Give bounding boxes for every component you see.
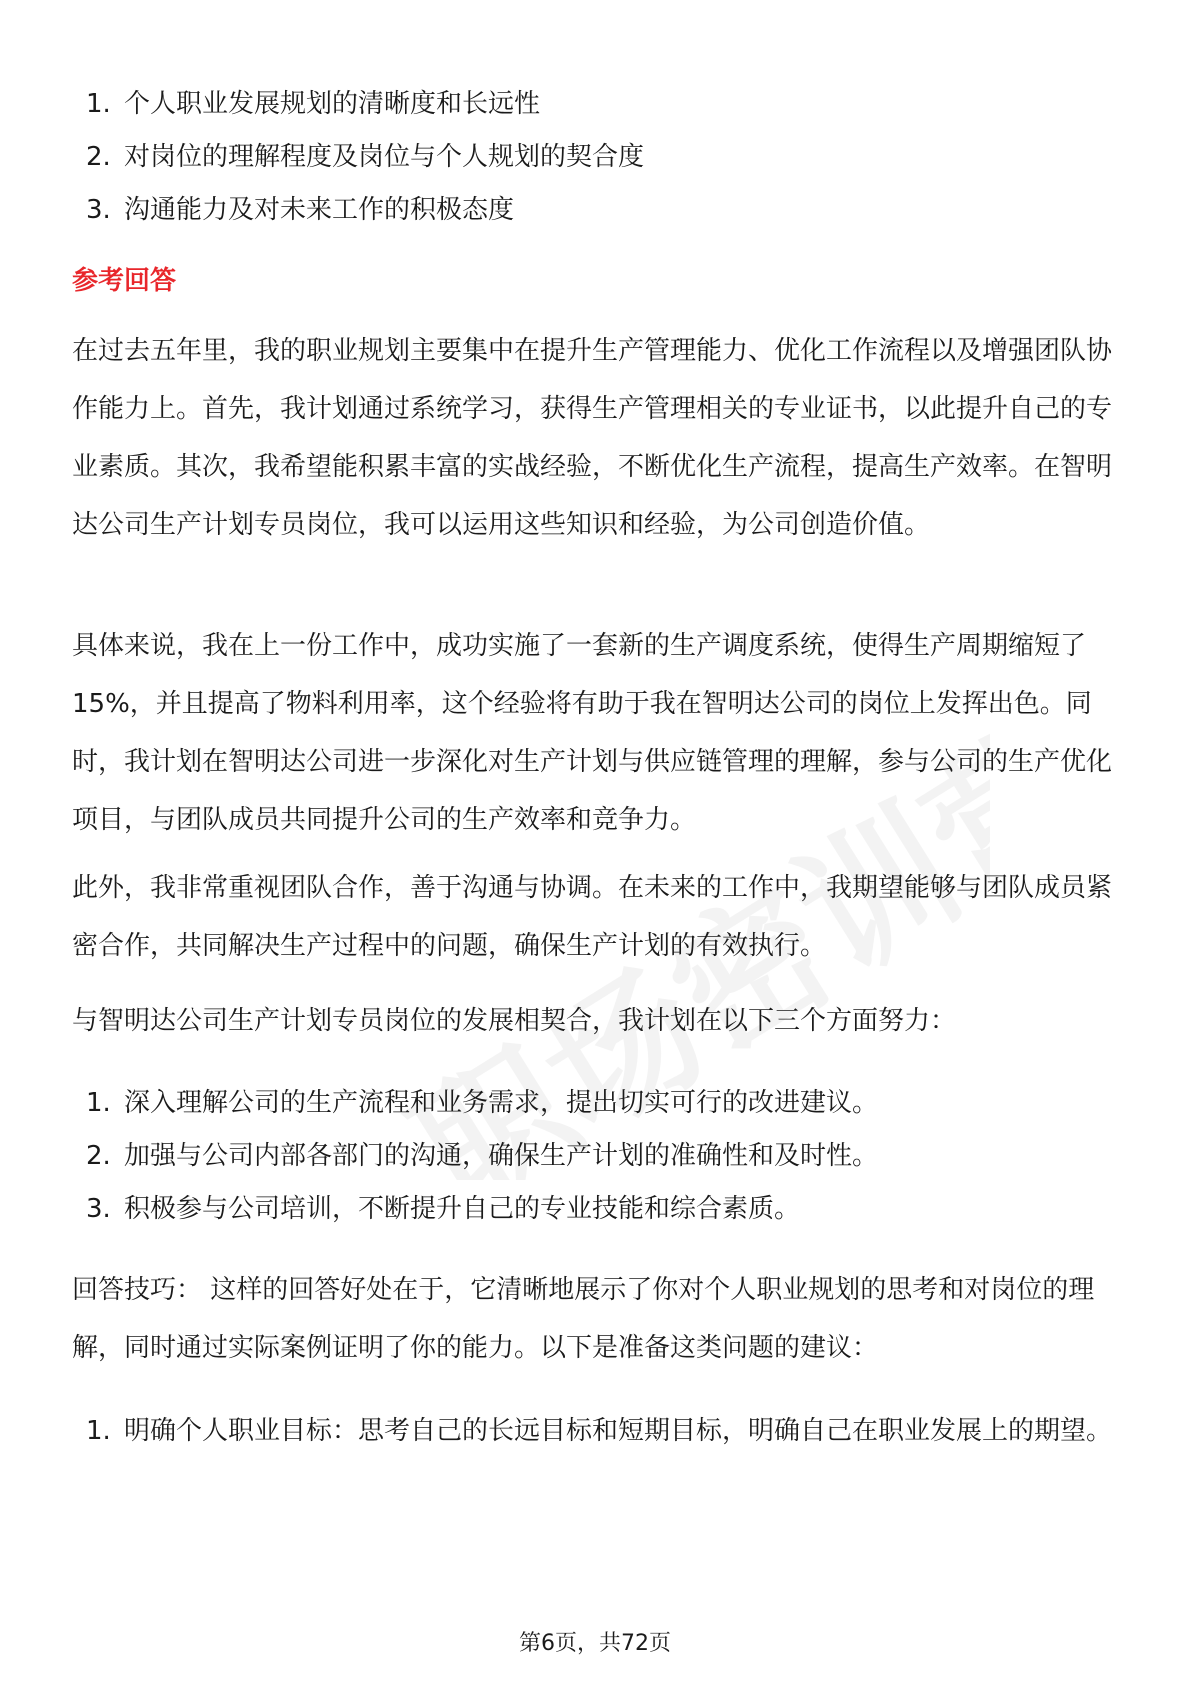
criteria-list bbox=[86, 84, 644, 230]
list-item bbox=[86, 1083, 878, 1123]
list-text: 个人职业发展规划的清晰度和长远性 bbox=[124, 89, 541, 119]
list-item bbox=[86, 1136, 878, 1176]
answer-paragraph-4: 与智明达公司生产计划专员岗位的发展相契合，我计划在以下三个方面努力： bbox=[72, 1006, 957, 1036]
list-item bbox=[86, 190, 644, 230]
list-text: 加强与公司内部各部门的沟通，确保生产计划的准确性和及时性。 bbox=[124, 1141, 879, 1171]
list-number: 3. bbox=[86, 195, 111, 225]
list-text: 积极参与公司培训，不断提升自己的专业技能和综合素质。 bbox=[124, 1194, 801, 1224]
answer-heading: 参考回答 bbox=[72, 266, 177, 296]
list-number: 2. bbox=[86, 1141, 111, 1171]
list-number: 1. bbox=[86, 89, 111, 119]
answer-paragraph-2: 具体来说，我在上一份工作中，成功实施了一套新的生产调度系统，使得生产周期缩短了15%，并且提高了物料利用率，这个经验将有助于我在智明达公司的岗位上发挥出色。同时，我计划在智明达公司进一步深化对生产计划与供应链管理的理解，参与公司的生产优化项目，与团队成员共同提升公司的生产效率和竞争力。 bbox=[72, 631, 1113, 835]
list-text: 对岗位的理解程度及岗位与个人规划的契合度 bbox=[124, 142, 645, 172]
page-footer: 第6页，共72页 bbox=[519, 1631, 671, 1656]
list-item bbox=[86, 1189, 878, 1229]
list-number: 1. bbox=[86, 1088, 111, 1118]
list-item bbox=[86, 137, 644, 177]
watermark-text: 职场密训营 bbox=[387, 700, 990, 1180]
list-number: 1. bbox=[86, 1416, 111, 1446]
tips-list bbox=[86, 1404, 1116, 1458]
tips-paragraph: 回答技巧： 这样的回答好处在于，它清晰地展示了你对个人职业规划的思考和对岗位的理解，同时通过实际案例证明了你的能力。以下是准备这类问题的建议： bbox=[72, 1275, 1095, 1363]
list-text: 明确个人职业目标：思考自己的长远目标和短期目标，明确自己在职业发展上的期望。 bbox=[124, 1416, 1113, 1446]
answer-paragraph-3: 此外，我非常重视团队合作，善于沟通与协调。在未来的工作中，我期望能够与团队成员紧密合作，共同解决生产过程中的问题，确保生产计划的有效执行。 bbox=[72, 873, 1113, 961]
list-number: 3. bbox=[86, 1194, 111, 1224]
list-item bbox=[86, 84, 644, 124]
list-text: 沟通能力及对未来工作的积极态度 bbox=[124, 195, 515, 225]
effort-list bbox=[86, 1083, 878, 1229]
list-number: 2. bbox=[86, 142, 111, 172]
list-item bbox=[86, 1404, 1116, 1458]
answer-paragraph-1: 在过去五年里，我的职业规划主要集中在提升生产管理能力、优化工作流程以及增强团队协作能力上。首先，我计划通过系统学习，获得生产管理相关的专业证书，以此提升自己的专业素质。其次，我希望能积累丰富的实战经验，不断优化生产流程，提高生产效率。在智明达公司生产计划专员岗位，我可以运用这些知识和经验，为公司创造价值。 bbox=[72, 336, 1113, 540]
list-text: 深入理解公司的生产流程和业务需求，提出切实可行的改进建议。 bbox=[124, 1088, 879, 1118]
